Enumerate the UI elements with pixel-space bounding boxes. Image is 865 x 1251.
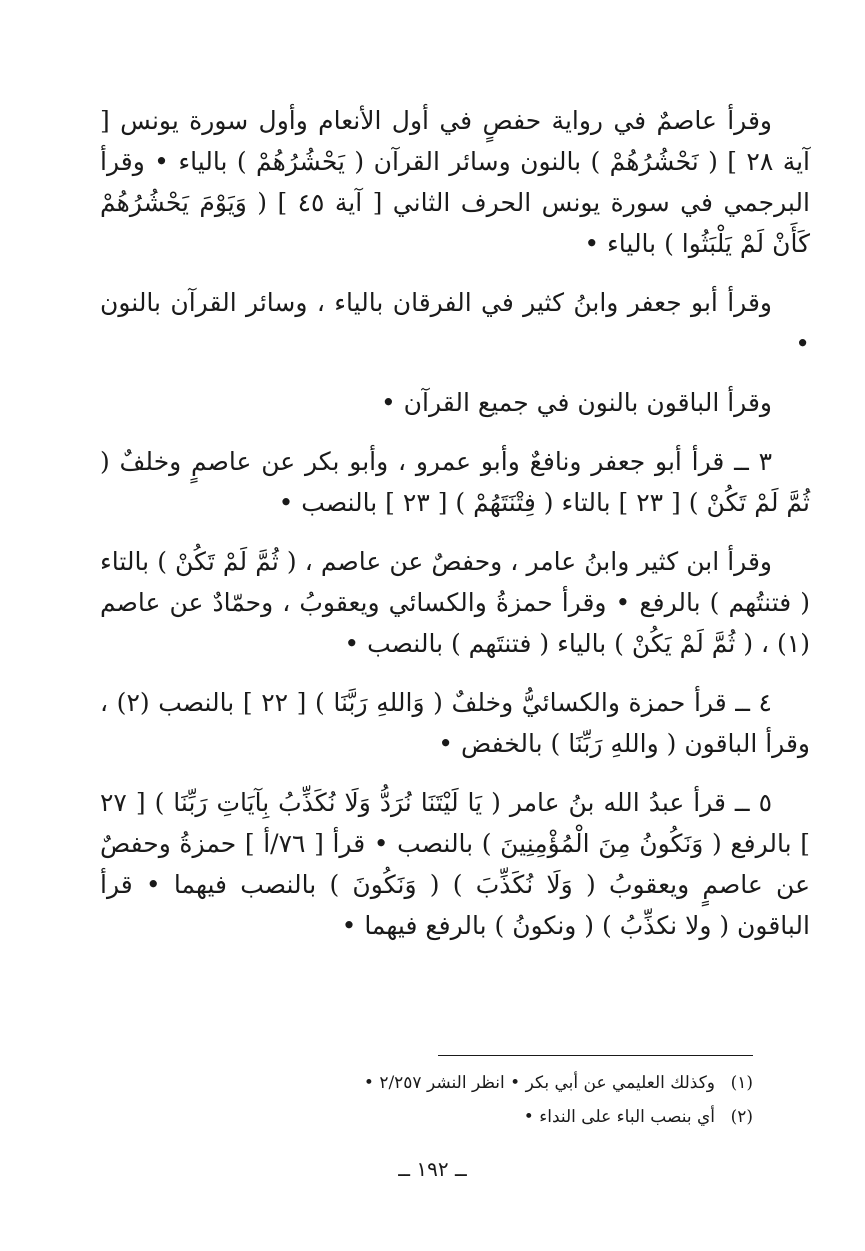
footnotes	[200, 1066, 753, 1134]
paragraph-item-3: ٣ ــ قرأ أبو جعفر ونافعٌ وأبو عمرو ، وأبو بكر عن عاصمٍ وخلفٌ ( ثُمَّ لَمْ تَكُنْ ) [ ٢٣ ] بالتاء ( فِتْنَتَهُمْ ) [ ٢٣ ] بالنصب •	[100, 447, 810, 517]
main-text	[100, 100, 810, 962]
paragraph-ibn-kathir-fitnatuhum: وقرأ ابن كثير وابنُ عامر ، وحفصٌ عن عاصم ، ( ثُمَّ لَمْ تَكُنْ ) بالتاء ( فتنتُهم ) بالرفع • وقرأ حمزةُ والكسائي ويعقوبُ ، وحمّادٌ عن عاصم (١) ، ( ثُمَّ لَمْ يَكُنْ ) بالياء ( فتنتَهم ) بالنصب •	[100, 547, 810, 658]
paragraph-abu-jafar-furqan: وقرأ أبو جعفر وابنُ كثير في الفرقان بالياء ، وسائر القرآن بالنون •	[100, 288, 810, 358]
paragraph-hafs-yahshuruhum: وقرأ عاصمٌ في رواية حفصٍ في أول الأنعام وأول سورة يونس [ آية ٢٨ ] ( نَحْشُرُهُمْ ) بالنون وسائر القرآن ( يَحْشُرُهُمْ ) بالياء • وقرأ البرجمي في سورة يونس الحرف الثاني [ آية ٤٥ ] ( وَيَوْمَ يَحْشُرُهُمْ كَأَنْ لَمْ يَلْبَثُوا ) بالياء •	[100, 106, 810, 258]
page-number: ــ ١٩٢ ــ	[398, 1157, 467, 1181]
footnote-number: (١)	[730, 1073, 753, 1093]
footnote-1	[200, 1066, 753, 1100]
paragraph-item-4: ٤ ــ قرأ حمزة والكسائيُّ وخلفٌ ( وَاللهِ رَبَّنَا ) [ ٢٢ ] بالنصب (٢) ، وقرأ الباقون ( واللهِ رَبِّنَا ) بالخفض •	[100, 688, 810, 758]
footnote-text: أي بنصب الباء على النداء •	[523, 1107, 715, 1127]
footnote-2	[200, 1100, 753, 1134]
paragraph-baqun-nun: وقرأ الباقون بالنون في جميع القرآن •	[380, 388, 772, 417]
footnote-text: وكذلك العليمي عن أبي بكر • انظر النشر ٢/٢٥٧ •	[363, 1073, 715, 1093]
footnote-divider	[438, 1055, 753, 1056]
footnote-number: (٢)	[730, 1107, 753, 1127]
paragraph-item-5: ٥ ــ قرأ عبدُ الله بنُ عامر ( يَا لَيْتَنَا نُرَدُّ وَلَا نُكَذِّبُ بِآيَاتِ رَبِّنَا ) [ ٢٧ ] بالرفع ( وَنَكُونُ مِنَ الْمُؤْمِنِينَ ) بالنصب • قرأ [ ٧٦/أ ] حمزةُ وحفصٌ عن عاصمٍ ويعقوبُ ( وَلَا نُكَذِّبَ ) ( وَنَكُونَ ) بالنصب فيهما • قرأ الباقون ( ولا نكذِّبُ ) ( ونكونُ ) بالرفع فيهما •	[100, 788, 811, 940]
